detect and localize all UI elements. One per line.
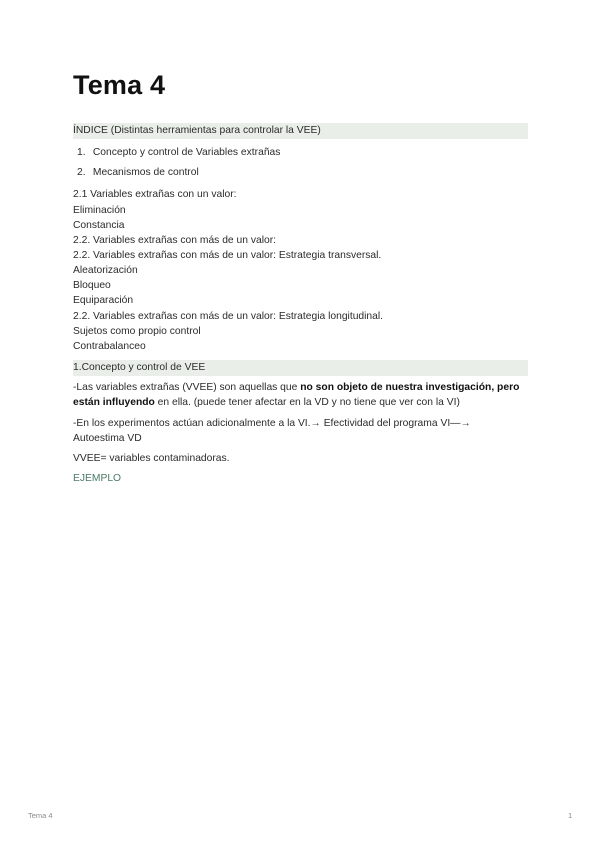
numbered-item-1-text: Concepto y control de Variables extrañas: [92, 147, 281, 158]
paragraph-definition-bold-2: están influyendo: [73, 397, 155, 408]
paragraph-experiments-line-2: Autoestima VD: [73, 433, 142, 444]
text-line: Equiparación: [73, 295, 134, 306]
paragraph-definition-start: -Las variables extrañas (VVEE) son aquellas que: [73, 382, 301, 393]
paragraph-experiments-line-1: -En los experimentos actúan adicionalmente a la VI.→ Efectividad del programa VI—→: [73, 418, 471, 429]
text-line: Constancia: [73, 220, 125, 231]
page-number: 1: [568, 811, 573, 820]
text-line: Aleatorización: [73, 265, 138, 276]
numbered-item-2-text: Mecanismos de control: [92, 167, 199, 178]
footer-title: Tema 4: [28, 811, 53, 820]
example-label: EJEMPLO: [73, 473, 122, 484]
paragraph-experiments: [73, 416, 531, 446]
page-title: Tema 4: [73, 70, 166, 100]
text-line: Sujetos como propio control: [73, 326, 201, 337]
text-line: 2.2. Variables extrañas con más de un valor: Estrategia transversal.: [73, 250, 382, 261]
text-line: 2.1 Variables extrañas con un valor:: [73, 189, 237, 200]
paragraph-definition-end: en ella. (puede tener afectar en la VD y no tiene que ver con la VI): [154, 397, 460, 408]
numbered-item-1: [77, 147, 280, 158]
section-heading: 1.Concepto y control de VEE: [73, 360, 528, 376]
paragraph-definition: [73, 380, 531, 410]
text-line: Contrabalanceo: [73, 341, 146, 352]
text-line: 2.2. Variables extrañas con más de un valor:: [73, 235, 276, 246]
paragraph-contaminadoras: VVEE= variables contaminadoras.: [73, 453, 230, 464]
index-heading: ÍNDICE (Distintas herramientas para controlar la VEE): [73, 123, 528, 139]
text-line: Bloqueo: [73, 280, 111, 291]
paragraph-definition-bold-1: no son objeto de nuestra investigación, pero: [300, 382, 520, 393]
numbered-item-2-number: 2.: [77, 167, 86, 178]
numbered-item-2: [77, 167, 199, 178]
text-line: 2.2. Variables extrañas con más de un valor: Estrategia longitudinal.: [73, 311, 384, 322]
numbered-item-1-number: 1.: [77, 147, 86, 158]
text-line: Eliminación: [73, 205, 126, 216]
